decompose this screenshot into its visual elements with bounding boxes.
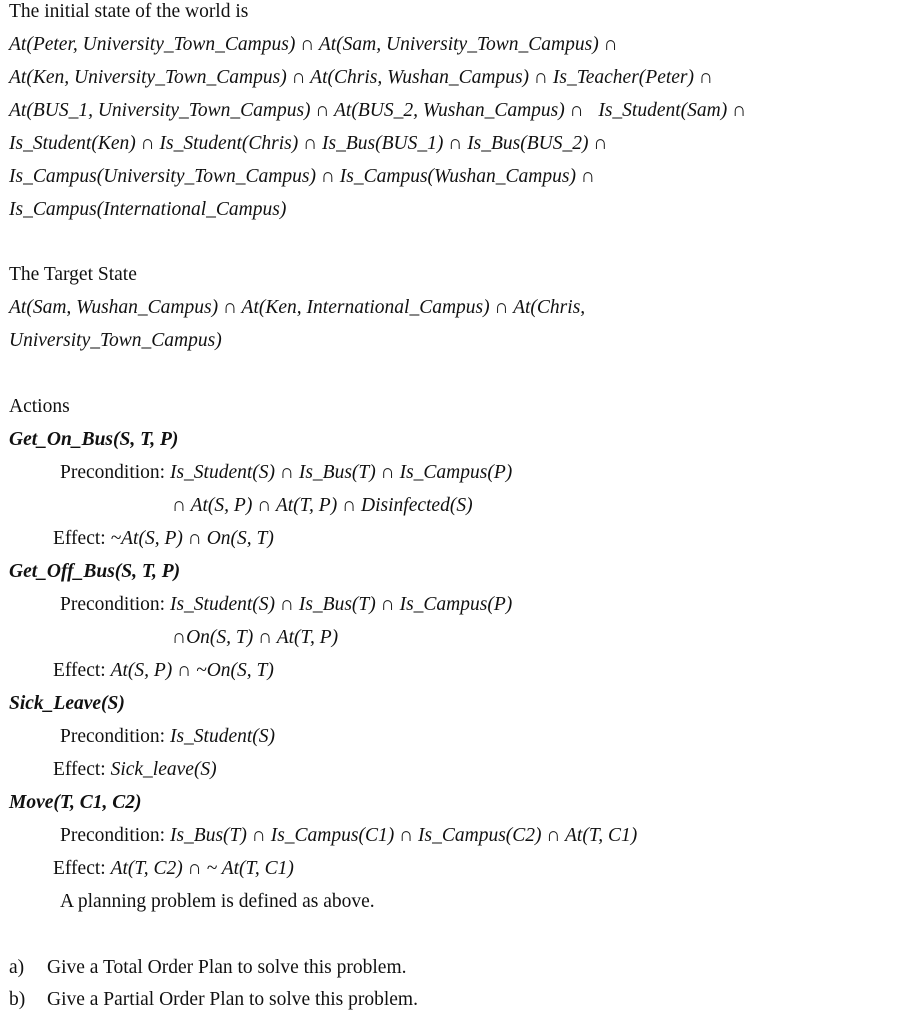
effect-text: At(S, P) ∩ ~On(S, T) bbox=[110, 660, 274, 681]
precondition-text: Is_Student(S) ∩ Is_Bus(T) ∩ Is_Campus(P) bbox=[169, 462, 513, 483]
target-state-line: University_Town_Campus) bbox=[9, 330, 222, 351]
initial-state-line: Is_Campus(International_Campus) bbox=[9, 199, 287, 220]
question-b bbox=[9, 984, 418, 1017]
precondition-label: Precondition: bbox=[60, 825, 170, 846]
action-get-on-bus-precondition bbox=[60, 457, 512, 490]
action-get-on-bus-effect bbox=[53, 523, 274, 556]
action-get-on-bus-precondition-cont: ∩ At(S, P) ∩ At(T, P) ∩ Disinfected(S) bbox=[172, 495, 473, 516]
action-sick-leave-precondition bbox=[60, 721, 275, 754]
effect-label: Effect: bbox=[53, 759, 111, 780]
action-get-off-bus-precondition-cont: ∩On(S, T) ∩ At(T, P) bbox=[172, 627, 339, 648]
action-get-off-bus-name: Get_Off_Bus(S, T, P) bbox=[9, 561, 181, 582]
action-sick-leave-name: Sick_Leave(S) bbox=[9, 693, 125, 714]
effect-text: Sick_leave(S) bbox=[110, 759, 217, 780]
target-state-heading: The Target State bbox=[9, 264, 137, 285]
action-sick-leave-effect bbox=[53, 754, 217, 787]
question-marker: a) bbox=[9, 957, 25, 978]
effect-text: At(T, C2) ∩ ~ At(T, C1) bbox=[110, 858, 294, 879]
precondition-text: Is_Student(S) bbox=[169, 726, 276, 747]
question-text: Give a Partial Order Plan to solve this problem. bbox=[47, 989, 418, 1010]
initial-state-line: At(Peter, University_Town_Campus) ∩ At(Sam, University_Town_Campus) ∩ bbox=[9, 34, 618, 55]
precondition-label: Precondition: bbox=[60, 726, 170, 747]
initial-state-heading: The initial state of the world is bbox=[9, 1, 249, 22]
initial-state-line: At(BUS_1, University_Town_Campus) ∩ At(BUS_2, Wushan_Campus) ∩ Is_Student(Sam) ∩ bbox=[9, 100, 747, 121]
effect-text: ~At(S, P) ∩ On(S, T) bbox=[110, 528, 274, 549]
action-move-precondition bbox=[60, 820, 637, 853]
action-move-effect bbox=[53, 853, 294, 886]
precondition-text: Is_Student(S) ∩ Is_Bus(T) ∩ Is_Campus(P) bbox=[169, 594, 513, 615]
actions-heading: Actions bbox=[9, 396, 70, 417]
action-get-on-bus-name: Get_On_Bus(S, T, P) bbox=[9, 429, 179, 450]
problem-closing-sentence: A planning problem is defined as above. bbox=[60, 891, 375, 912]
effect-label: Effect: bbox=[53, 660, 111, 681]
effect-label: Effect: bbox=[53, 528, 111, 549]
question-text: Give a Total Order Plan to solve this problem. bbox=[47, 957, 407, 978]
precondition-text: Is_Bus(T) ∩ Is_Campus(C1) ∩ Is_Campus(C2) ∩ At(T, C1) bbox=[169, 825, 638, 846]
initial-state-line: Is_Campus(University_Town_Campus) ∩ Is_Campus(Wushan_Campus) ∩ bbox=[9, 166, 595, 187]
action-get-off-bus-precondition bbox=[60, 589, 512, 622]
question-marker: b) bbox=[9, 989, 26, 1010]
initial-state-line: At(Ken, University_Town_Campus) ∩ At(Chris, Wushan_Campus) ∩ Is_Teacher(Peter) ∩ bbox=[9, 67, 713, 88]
precondition-label: Precondition: bbox=[60, 594, 170, 615]
action-get-off-bus-effect bbox=[53, 655, 274, 688]
question-a bbox=[9, 952, 407, 985]
target-state-line: At(Sam, Wushan_Campus) ∩ At(Ken, International_Campus) ∩ At(Chris, bbox=[9, 297, 586, 318]
effect-label: Effect: bbox=[53, 858, 111, 879]
precondition-label: Precondition: bbox=[60, 462, 170, 483]
initial-state-line: Is_Student(Ken) ∩ Is_Student(Chris) ∩ Is_Bus(BUS_1) ∩ Is_Bus(BUS_2) ∩ bbox=[9, 133, 608, 154]
action-move-name: Move(T, C1, C2) bbox=[9, 792, 142, 813]
